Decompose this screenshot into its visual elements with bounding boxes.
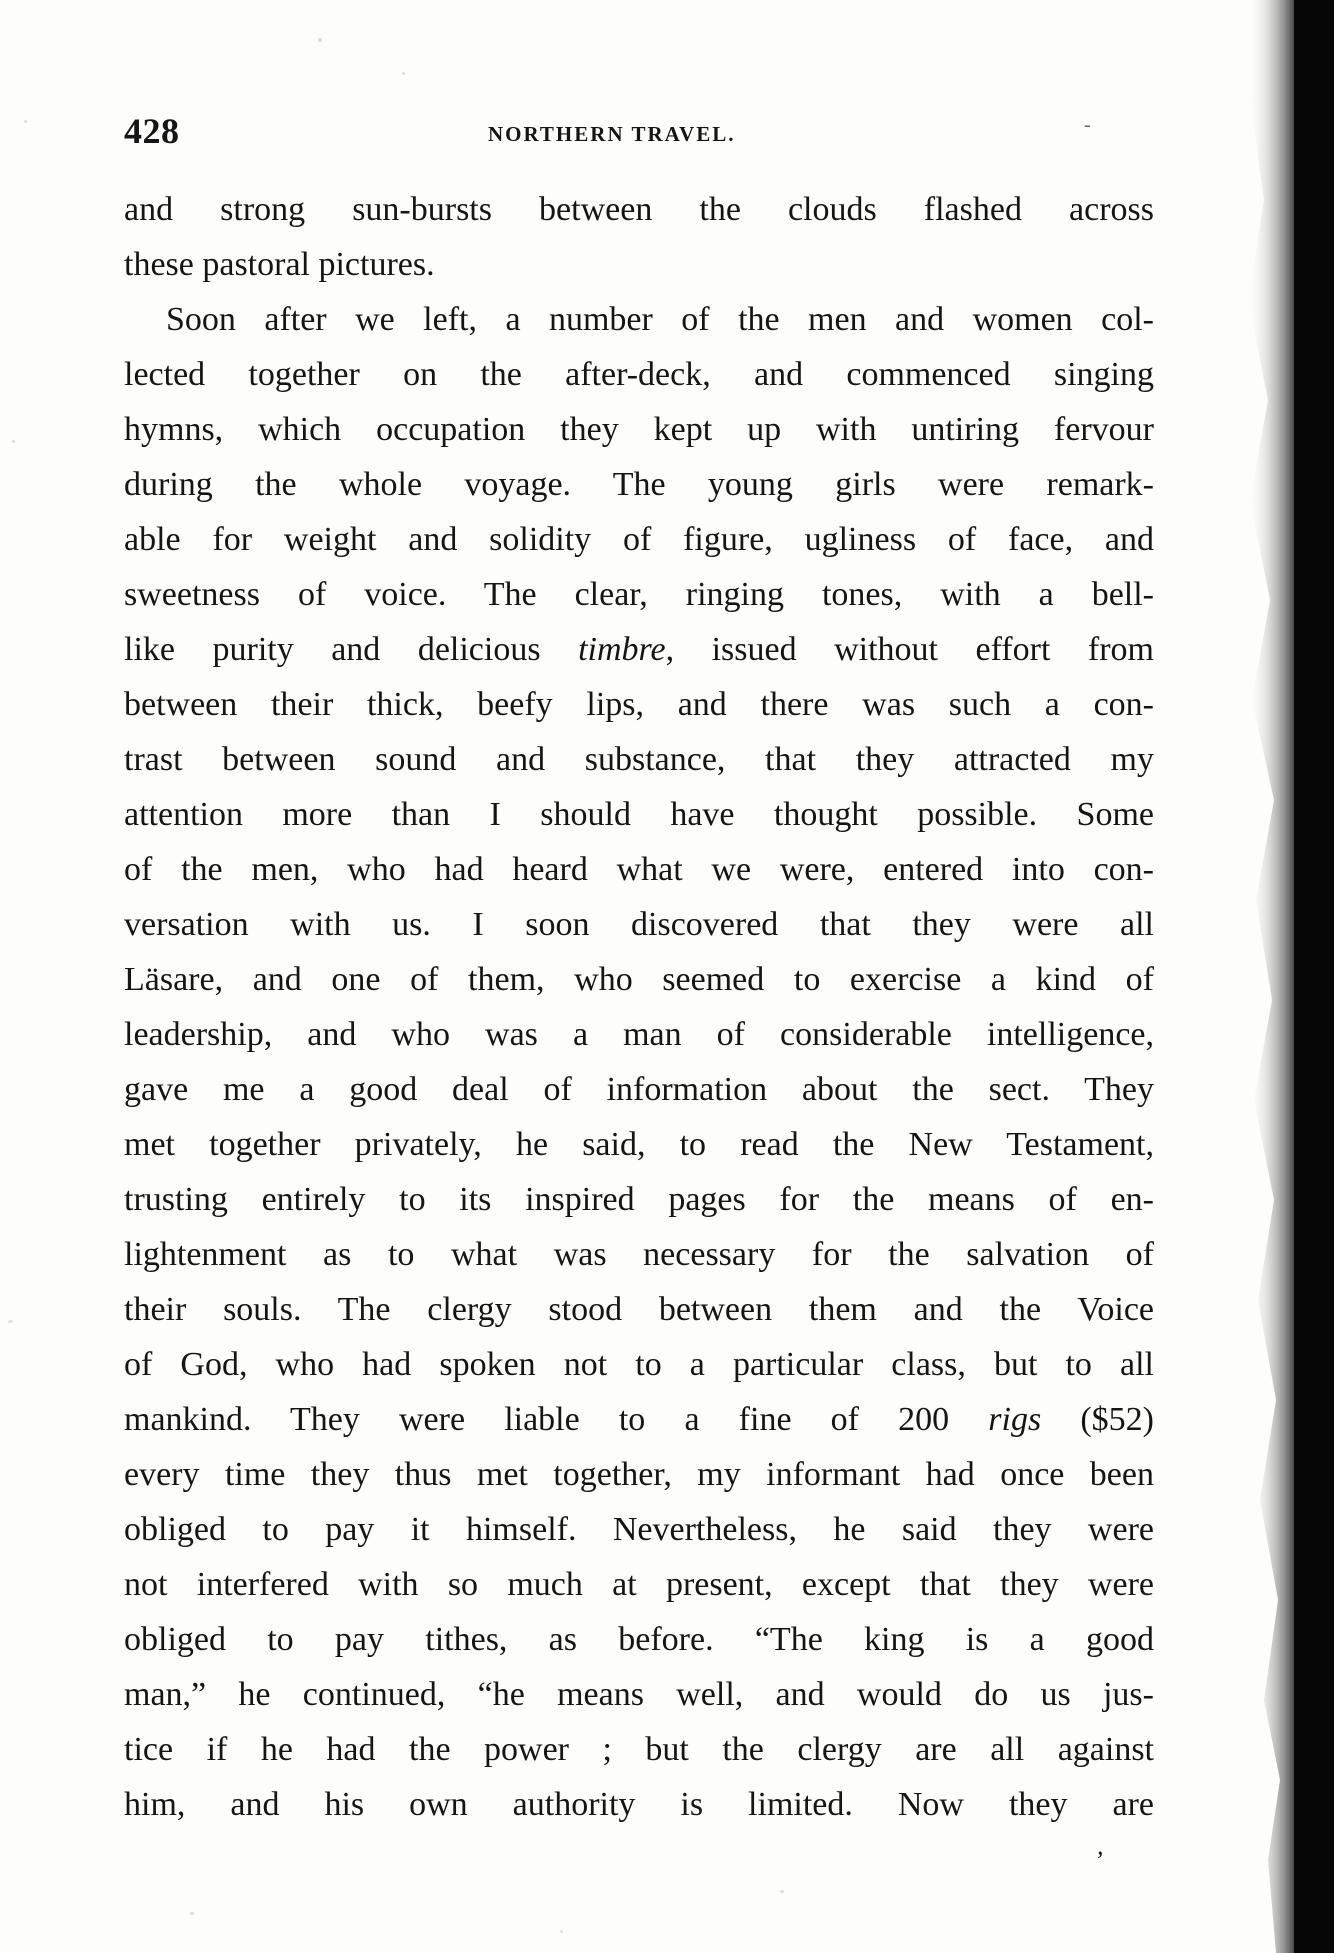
scan-speckle <box>12 440 15 443</box>
text-line <box>124 677 1154 732</box>
text-segment: hymns, which occupation they kept up with untiring fervour <box>124 411 1154 448</box>
scan-edge-shadow <box>1224 0 1334 1953</box>
text-line <box>124 457 1154 512</box>
text-line <box>124 1557 1154 1612</box>
text-line <box>124 182 1154 237</box>
scan-speckle <box>780 1890 784 1893</box>
text-line <box>124 1337 1154 1392</box>
text-segment: during the whole voyage. The young girls were remark- <box>124 466 1154 503</box>
text-line <box>124 1777 1154 1832</box>
text-segment: their souls. The clergy stood between them and the Voice <box>124 1291 1154 1328</box>
text-line <box>124 1172 1154 1227</box>
text-line <box>124 952 1154 1007</box>
text-line <box>124 1722 1154 1777</box>
text-segment: leadership, and who was a man of considerable intelligence, <box>124 1016 1154 1053</box>
text-segment: Soon after we left, a number of the men and women col- <box>166 301 1154 338</box>
text-line <box>124 1007 1154 1062</box>
text-segment: versation with us. I soon discovered that they were all <box>124 906 1154 943</box>
running-head: NORTHERN TRAVEL. <box>488 122 736 146</box>
scan-speckle <box>8 1320 13 1323</box>
text-line <box>124 292 1154 347</box>
text-segment: of God, who had spoken not to a particular class, but to all <box>124 1346 1154 1383</box>
text-segment: gave me a good deal of information about the sect. They <box>124 1071 1154 1108</box>
text-line <box>124 1392 1154 1447</box>
scan-dark-edge <box>1224 0 1334 1953</box>
text-line <box>124 1447 1154 1502</box>
text-segment: not interfered with so much at present, except that they were <box>124 1566 1154 1603</box>
scan-speckle <box>24 120 27 123</box>
text-segment: of the men, who had heard what we were, entered into con- <box>124 851 1154 888</box>
scan-speckle <box>318 38 322 42</box>
stray-mark: - <box>1084 114 1091 136</box>
text-line <box>124 732 1154 787</box>
scan-speckle <box>560 1930 563 1933</box>
body-text <box>124 182 1154 1832</box>
text-line <box>124 1667 1154 1722</box>
page-header <box>124 110 1154 160</box>
text-segment: trusting entirely to its inspired pages for the means of en- <box>124 1181 1154 1218</box>
text-line <box>124 1282 1154 1337</box>
text-line <box>124 1062 1154 1117</box>
italic-word: rigs <box>988 1401 1042 1438</box>
text-segment: him, and his own authority is limited. Now they are <box>124 1786 1154 1823</box>
italic-word: timbre <box>578 631 666 668</box>
text-line <box>124 897 1154 952</box>
text-segment: ($52) <box>1041 1401 1154 1438</box>
scan-speckle <box>190 1912 194 1915</box>
text-line <box>124 842 1154 897</box>
text-segment: lected together on the after-deck, and commenced singing <box>124 356 1154 393</box>
text-line <box>124 512 1154 567</box>
text-segment: and strong sun-bursts between the clouds flashed across <box>124 191 1154 228</box>
text-line <box>124 237 1154 292</box>
text-segment: sweetness of voice. The clear, ringing tones, with a bell- <box>124 576 1154 613</box>
text-segment: these pastoral pictures. <box>124 246 435 283</box>
text-line <box>124 787 1154 842</box>
text-segment: met together privately, he said, to read the New Testament, <box>124 1126 1154 1163</box>
text-line <box>124 1227 1154 1282</box>
text-segment: between their thick, beefy lips, and there was such a con- <box>124 686 1154 723</box>
text-segment: trast between sound and substance, that they attracted my <box>124 741 1154 778</box>
text-segment: obliged to pay it himself. Nevertheless, he said they were <box>124 1511 1154 1548</box>
text-segment: every time they thus met together, my informant had once been <box>124 1456 1154 1493</box>
scan-speckle <box>402 72 405 75</box>
text-line <box>124 402 1154 457</box>
text-segment: Läsare, and one of them, who seemed to exercise a kind of <box>124 961 1154 998</box>
text-line <box>124 1117 1154 1172</box>
text-segment: lightenment as to what was necessary for the salvation of <box>124 1236 1154 1273</box>
text-line <box>124 622 1154 677</box>
text-segment: man,” he continued, “he means well, and would do us jus- <box>124 1676 1154 1713</box>
text-line <box>124 567 1154 622</box>
text-segment: tice if he had the power ; but the clergy are all against <box>124 1731 1154 1768</box>
text-segment: able for weight and solidity of figure, ugliness of face, and <box>124 521 1154 558</box>
text-segment: like purity and delicious <box>124 631 579 668</box>
text-line <box>124 1612 1154 1667</box>
text-segment: obliged to pay tithes, as before. “The king is a good <box>124 1621 1154 1658</box>
text-segment: attention more than I should have thought possible. Some <box>124 796 1154 833</box>
page-number: 428 <box>124 111 180 151</box>
footer-mark: ’ <box>1094 1846 1103 1875</box>
text-segment: , issued without effort from <box>665 631 1154 668</box>
text-segment: mankind. They were liable to a fine of 200 <box>124 1401 989 1438</box>
text-line <box>124 1502 1154 1557</box>
text-line <box>124 347 1154 402</box>
